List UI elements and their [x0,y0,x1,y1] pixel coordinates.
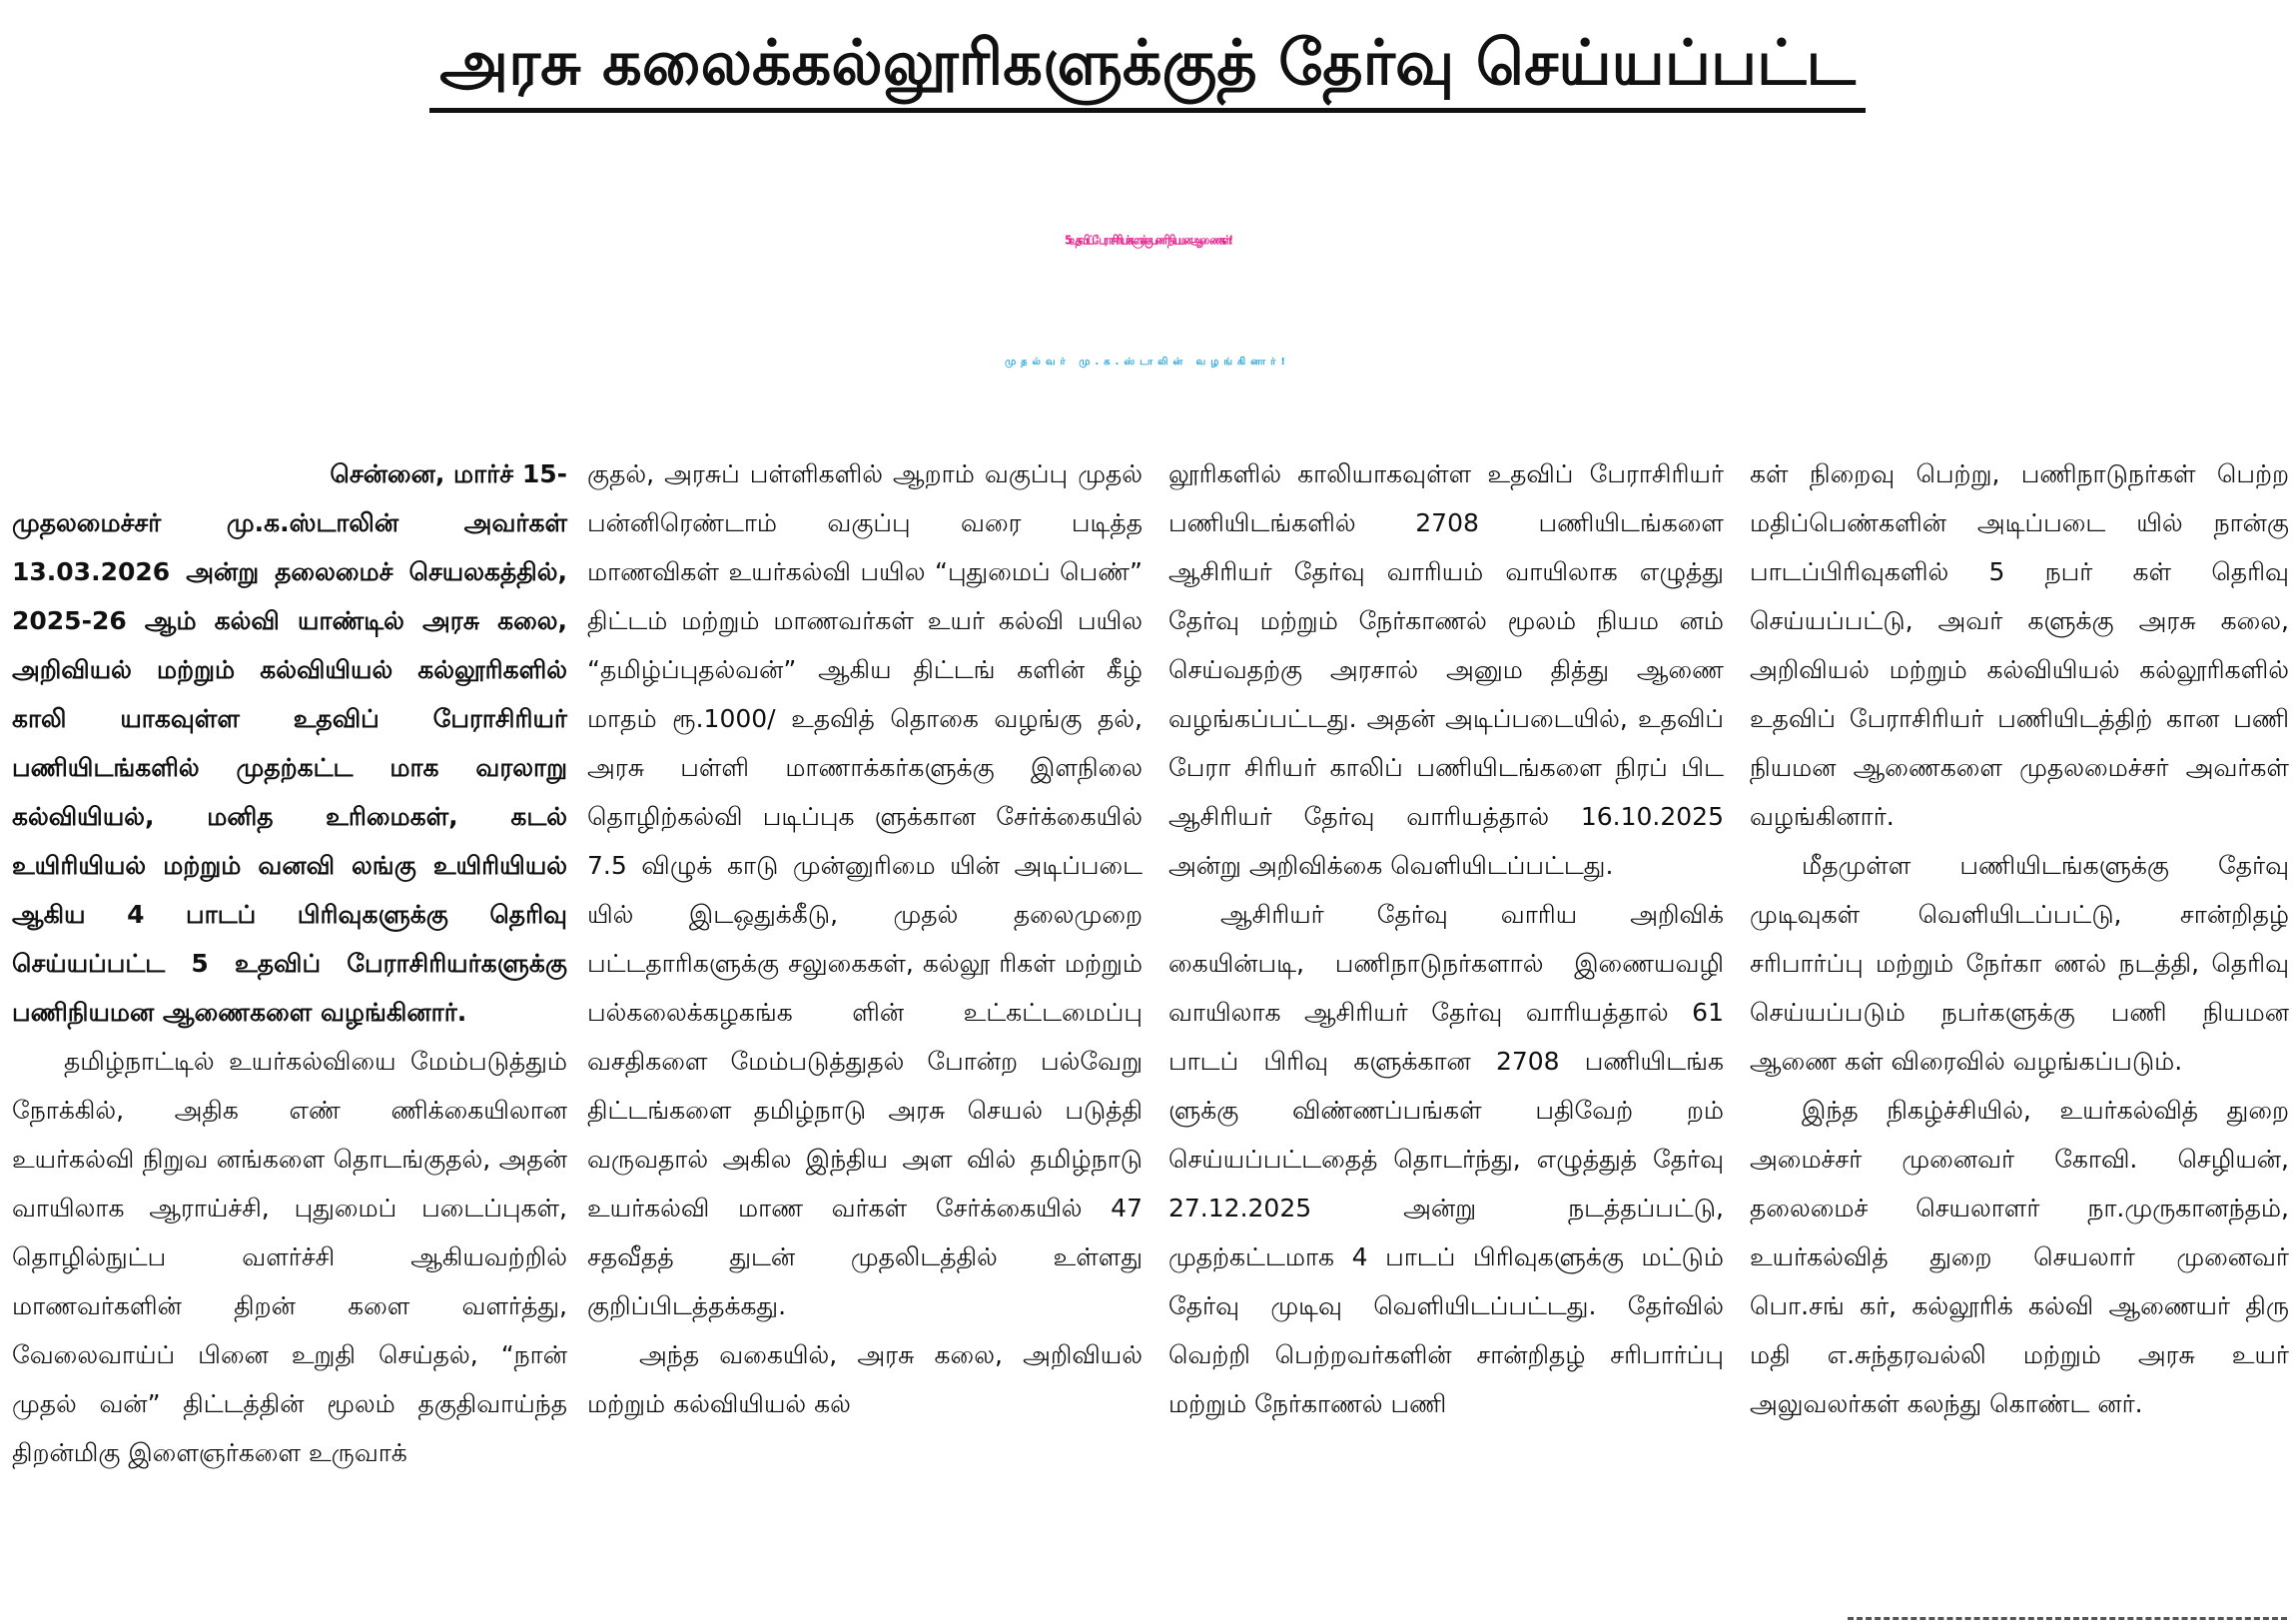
kicker-wrap [0,20,2295,113]
dateline: சென்னை, மார்ச் 15- [330,459,567,488]
body-paragraph: இந்த நிகழ்ச்சியில், உயர்கல்வித் துறை அமைச்சர் முனைவர் கோவி. செழியன், தலைமைச் செயலாளர் நா.முருகானந்தம், உயர்கல்வித் துறை செயலார் முனைவர் பொ.சங் கர், கல்லூரிக் கல்வி ஆணையர் திரு மதி எ.சுந்தரவல்லி மற்றும் அரசு உயர் அலுவலர்கள் கலந்து கொண்ட னர். [1750,1096,2289,1418]
kicker-heading: அரசு கலைக்கல்லூரிகளுக்குத் தேர்வு செய்யப்பட்ட [429,20,1866,113]
article-columns [0,449,2295,1624]
subheadline: முதல்வர் மு.க.ஸ்டாலின் வழங்கினார்! [1005,357,1290,368]
dashed-divider [1848,1617,2287,1620]
body-paragraph: அந்த வகையில், அரசு கலை, அறிவியல் மற்றும் கல்வியியல் கல் [587,1340,1143,1418]
body-paragraph: தமிழ்நாட்டில் உயர்கல்வியை மேம்படுத்தும் நோக்கில், அதிக எண் ணிக்கையிலான உயர்கல்வி நிறுவ னங்களை தொடங்குதல், அதன் வாயிலாக ஆராய்ச்சி, புதுமைப் படைப்புகள், தொழில்நுட்ப வளர்ச்சி ஆகியவற்றில் மாணவர்களின் திறன் களை வளர்த்து, வேலைவாய்ப் பினை உறுதி செய்தல், “நான் முதல் வன்” திட்டத்தின் மூலம் தகுதிவாய்ந்த திறன்மிகு இளைஞர்களை உருவாக் [12,1047,567,1467]
body-paragraph: குதல், அரசுப் பள்ளிகளில் ஆறாம் வகுப்பு முதல் பன்னிரெண்டாம் வகுப்பு வரை படித்த மாணவிகள் உயர்கல்வி பயில “புதுமைப் பெண்” திட்டம் மற்றும் மாணவர்கள் உயர் கல்வி பயில “தமிழ்ப்புதல்வன்” ஆகிய திட்டங் களின் கீழ் மாதம் ரூ.1000/ உதவித் தொகை வழங்கு தல், அரசு பள்ளி மாணாக்கர்களுக்கு இளநிலை தொழிற்கல்வி படிப்புக ளுக்கான சேர்க்கையில் 7.5 விழுக் காடு முன்னுரிமை யின் அடிப்படை யில் இடஒதுக்கீடு, முதல் தலைமுறை பட்டதாரிகளுக்கு சலுகைகள், கல்லூ ரிகள் மற்றும் பல்கலைக்கழகங்க ளின் உட்கட்டமைப்பு வசதிகளை மேம்படுத்துதல் போன்ற பல்வேறு திட்டங்களை தமிழ்நாடு அரசு செயல் படுத்தி வருவதால் அகில இந்திய அள வில் தமிழ்நாடு உயர்கல்வி மாண வர்கள் சேர்க்கையில் 47 சதவீதத் துடன் முதலிடத்தில் உள்ளது குறிப்பிடத்தக்கது. [587,459,1143,1320]
body-paragraph: மீதமுள்ள பணியிடங்களுக்கு தேர்வு முடிவுகள் வெளியிடப்பட்டு, சான்றிதழ் சரிபார்ப்பு மற்றும் நேர்கா ணல் நடத்தி, தெரிவு செய்யப்படும் நபர்களுக்கு பணி நியமன ஆணை கள் விரைவில் வழங்கப்படும். [1750,851,2289,1076]
body-paragraph: கள் நிறைவு பெற்று, பணிநாடுநர்கள் பெற்ற மதிப்பெண்களின் அடிப்படை யில் நான்கு பாடப்பிரிவுகளில் 5 நபர் கள் தெரிவு செய்யப்பட்டு, அவர் களுக்கு அரசு கலை, அறிவியல் மற்றும் கல்வியியல் கல்லூரிகளில் உதவிப் பேராசிரியர் பணியிடத்திற் கான பணி நியமன ஆணைகளை முதலமைச்சர் அவர்கள் வழங்கினார். [1750,459,2289,831]
article-column-1 [12,449,567,1477]
article-column-4 [1750,449,2289,1428]
main-headline: 5 உதவிப் பேராசிரியர்களுக்கு பணி நியமன ஆணைகள்! [1065,234,1230,248]
lead-paragraph: முதலமைச்சர் மு.க.ஸ்டாலின் அவர்கள் 13.03.2026 அன்று தலைமைச் செயலகத்தில், 2025-26 ஆம் கல்வி யாண்டில் அரசு கலை, அறிவியல் மற்றும் கல்வியியல் கல்லூரிகளில் காலி யாகவுள்ள உதவிப் பேராசிரியர் பணியிடங்களில் முதற்கட்ட மாக வரலாறு கல்வியியல், மனித உரிமைகள், கடல் உயிரியியல் மற்றும் வனவி லங்கு உயிரியியல் ஆகிய 4 பாடப் பிரிவுகளுக்கு தெரிவு செய்யப்பட்ட 5 உதவிப் பேராசிரியர்களுக்கு பணிநியமன ஆணைகளை வழங்கினார். [12,508,567,1027]
body-paragraph: லூரிகளில் காலியாகவுள்ள உதவிப் பேராசிரியர் பணியிடங்களில் 2708 பணியிடங்களை ஆசிரியர் தேர்வு வாரியம் வாயிலாக எழுத்து தேர்வு மற்றும் நேர்காணல் மூலம் நியம னம் செய்வதற்கு அரசால் அனும தித்து ஆணை வழங்கப்பட்டது. அதன் அடிப்படையில், உதவிப் பேரா சிரியர் காலிப் பணியிடங்களை நிரப் பிட ஆசிரியர் தேர்வு வாரியத்தால் 16.10.2025 அன்று அறிவிக்கை வெளியிடப்பட்டது. [1168,459,1724,880]
body-paragraph: ஆசிரியர் தேர்வு வாரிய அறிவிக் கையின்படி, பணிநாடுநர்களால் இணையவழி வாயிலாக ஆசிரியர் தேர்வு வாரியத்தால் 61 பாடப் பிரிவு களுக்கான 2708 பணியிடங்க ளுக்கு விண்ணப்பங்கள் பதிவேற் றம் செய்யப்பட்டதைத் தொடர்ந்து, எழுத்துத் தேர்வு 27.12.2025 அன்று நடத்தப்பட்டு, முதற்கட்டமாக 4 பாடப் பிரிவுகளுக்கு மட்டும் தேர்வு முடிவு வெளியிடப்பட்டது. தேர்வில் வெற்றி பெற்றவர்களின் சான்றிதழ் சரிபார்ப்பு மற்றும் நேர்காணல் பணி [1168,900,1724,1418]
article-column-3 [1168,449,1724,1428]
article-column-2 [587,449,1143,1428]
